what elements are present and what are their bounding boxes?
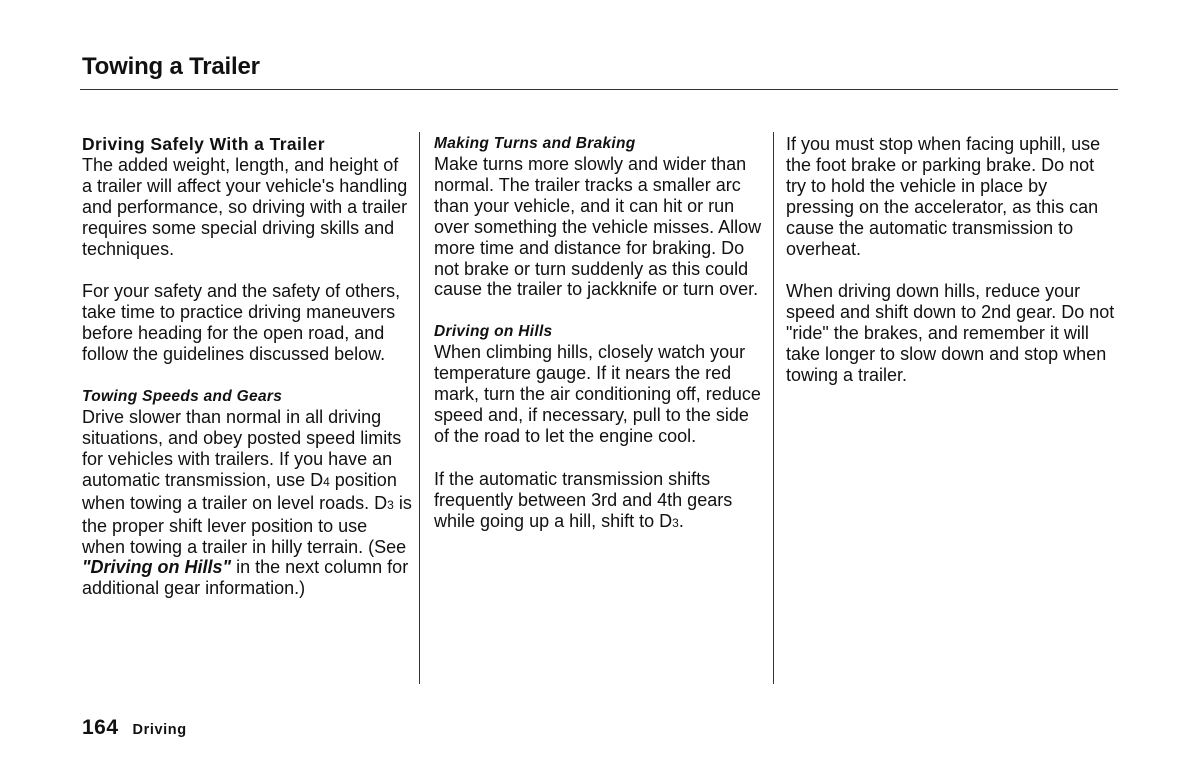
subheading-towing-speeds: Towing Speeds and Gears bbox=[82, 388, 283, 406]
paragraph-making-turns: Make turns more slowly and wider than normal. The trailer tracks a smaller arc than your vehicle, and it can hit or run over something the vehicle misses. Allow more time and distance for braking. Do not brake or turn suddenly as this could cause the trailer to jackknife or turn over. bbox=[434, 154, 762, 300]
text-segment: If the automatic transmission shifts frequently between 3rd and 4th gears while going up a hill, shift to D bbox=[434, 468, 733, 531]
footer-section-label: Driving bbox=[132, 722, 187, 738]
section-heading-driving-safely: Driving Safely With a Trailer bbox=[82, 134, 325, 154]
column-2 bbox=[434, 134, 764, 534]
column-divider bbox=[419, 132, 420, 684]
subscript-gear: 3 bbox=[672, 515, 679, 530]
text-segment: position when towing a trailer on level roads. D bbox=[82, 469, 397, 513]
title-divider bbox=[80, 89, 1118, 90]
column-divider bbox=[773, 132, 774, 684]
text-segment: . bbox=[678, 510, 684, 531]
subheading-making-turns: Making Turns and Braking bbox=[434, 135, 636, 152]
text-segment: is the proper shift lever position to use when towing a trailer in hilly terrain. (See bbox=[82, 492, 412, 557]
text-segment: Drive slower than normal in all driving situations, and obey posted speed limits for vehicles with trailers. If you have an automatic transmission, use D bbox=[82, 407, 402, 490]
subscript-gear: 3 bbox=[387, 497, 394, 512]
cross-reference-driving-on-hills: "Driving on Hills" bbox=[82, 557, 232, 578]
text-segment: in the next column for additional gear information.) bbox=[82, 557, 409, 599]
page-title: Towing a Trailer bbox=[82, 53, 260, 80]
subheading-driving-on-hills: Driving on Hills bbox=[434, 323, 553, 341]
paragraph-transmission-shifts bbox=[434, 469, 764, 534]
column-3 bbox=[786, 134, 1116, 386]
paragraph-safety: For your safety and the safety of others, take time to practice driving maneuvers before heading for the open road, and follow the guidelines discussed below. bbox=[82, 281, 401, 365]
page-footer bbox=[82, 716, 187, 740]
paragraph-climbing-hills: When climbing hills, closely watch your temperature gauge. If it nears the red mark, turn the air conditioning off, reduce speed and, if necessary, pull to the side of the road to let the engine cool. bbox=[434, 342, 761, 446]
paragraph-towing-speeds bbox=[82, 407, 412, 599]
paragraph-intro: The added weight, length, and height of a trailer will affect your vehicle's handling and performance, so driving with a trailer requires some special driving skills and techniques. bbox=[82, 154, 408, 259]
column-1 bbox=[82, 134, 412, 599]
paragraph-downhill: When driving down hills, reduce your speed and shift down to 2nd gear. Do not "ride" the brakes, and remember it will take longer to slow down and stop when towing a trailer. bbox=[786, 281, 1115, 386]
page-number: 164 bbox=[82, 716, 119, 739]
subscript-gear: 4 bbox=[323, 474, 330, 489]
paragraph-stopping-uphill: If you must stop when facing uphill, use the foot brake or parking brake. Do not try to hold the vehicle in place by pressing on the accelerator, as this can cause the automatic transmission to overheat. bbox=[786, 134, 1101, 259]
